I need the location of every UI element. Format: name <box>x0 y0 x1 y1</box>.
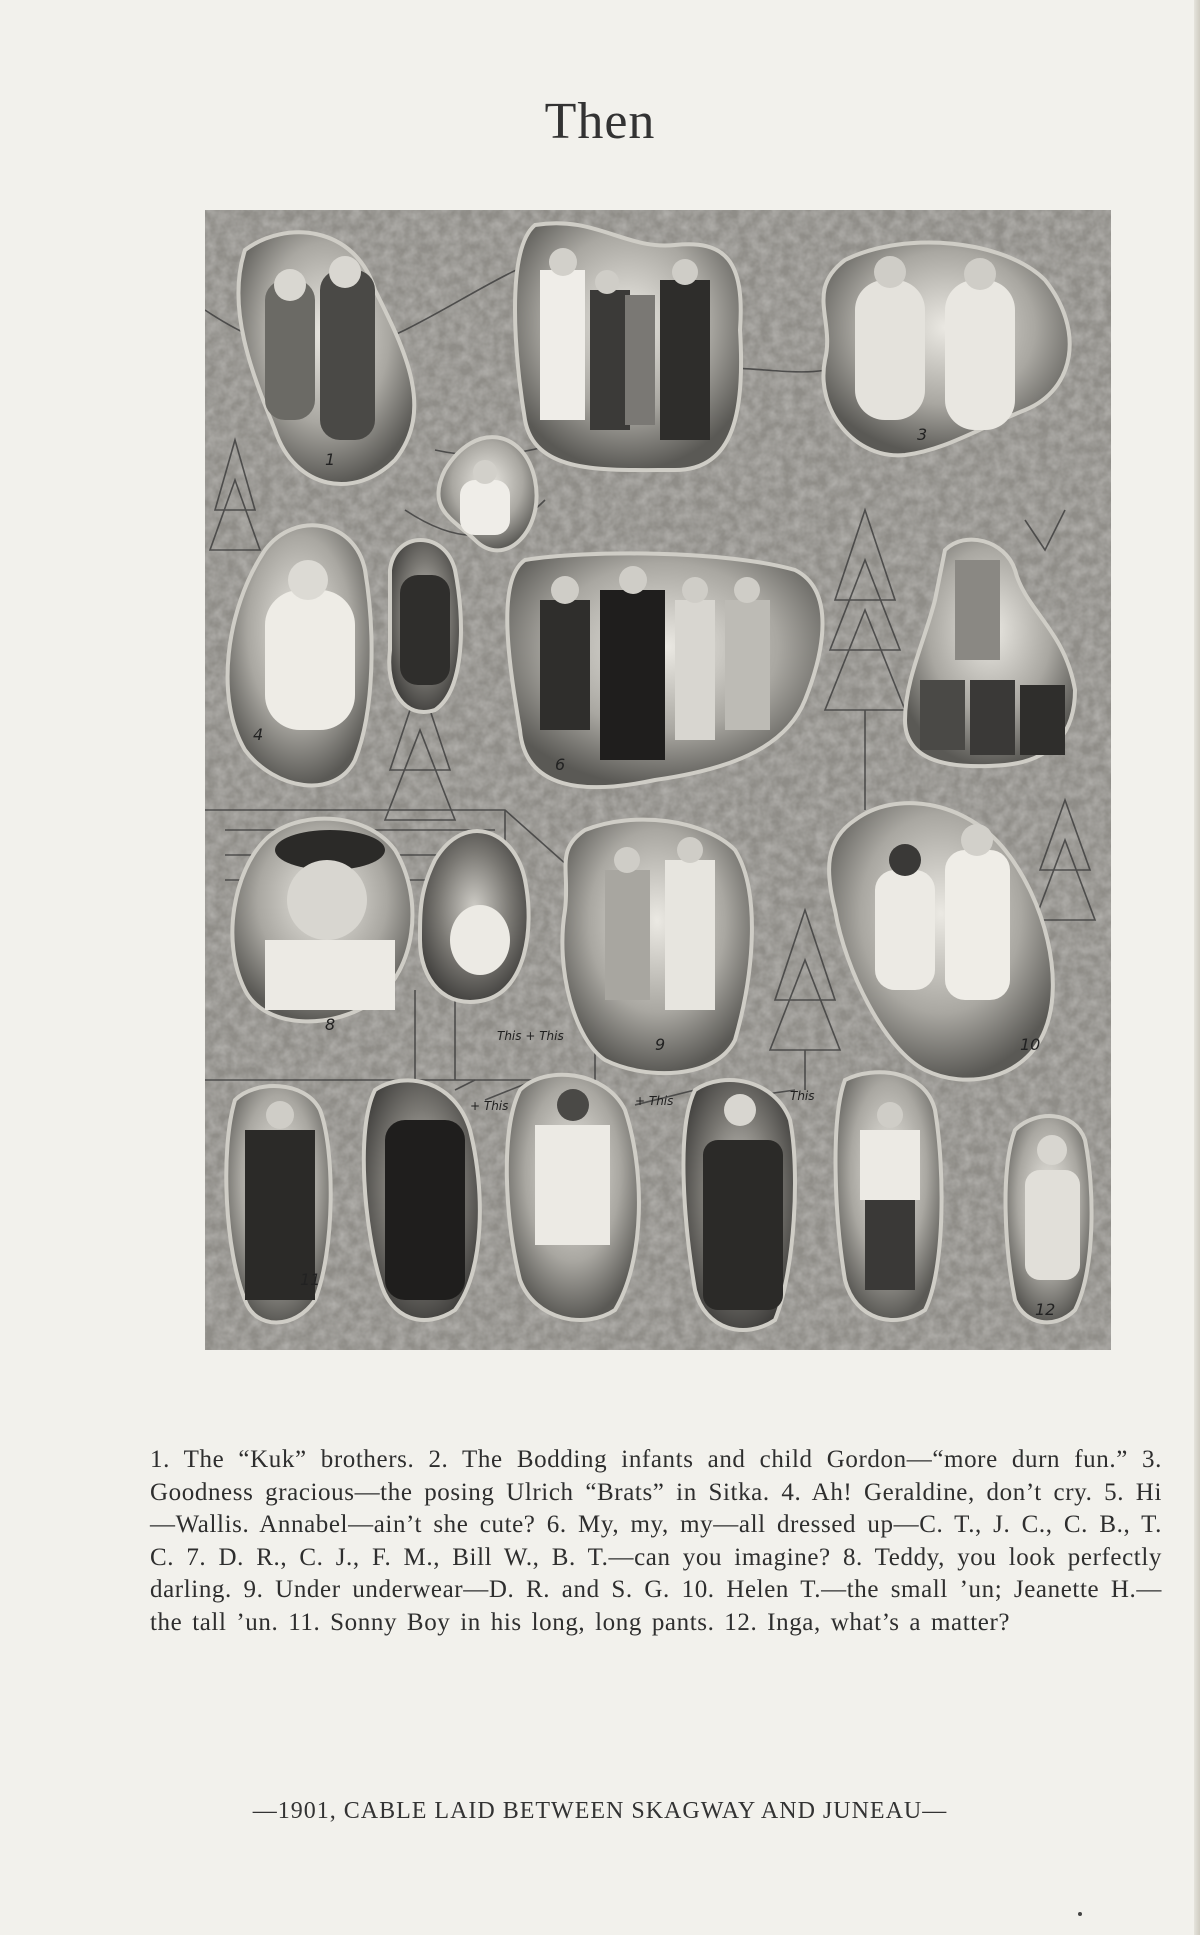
sketch-label: This + This <box>497 1029 564 1043</box>
photo-boy-standing <box>836 1072 942 1320</box>
photo-12 <box>1006 1116 1092 1322</box>
photo-number-label: 4 <box>253 725 264 744</box>
photo-number-label: 11 <box>300 1270 321 1289</box>
sketch-label: + This <box>635 1094 674 1108</box>
photo-dark-child <box>364 1080 480 1320</box>
photo-number-label: 6 <box>555 755 566 774</box>
page-edge <box>1194 0 1200 1935</box>
photo-number-label: 10 <box>1020 1035 1041 1054</box>
page-speck <box>1078 1912 1082 1916</box>
photo-caption: 1. The “Kuk” brothers. 2. The Bodding infants and child Gordon—“more durn fun.” 3. Goodness gracious—the posing Ulrich “Brats” in Sitka. 4. Ah! Geraldine, don’t cry. 5. Hi—Wallis. Annabel—ain’t she cute? 6. My, my, my—all dressed up—C. T., J. C., C. B., T. C. 7. D. R., C. J., F. M., Bill W., B. T.—can you imagine? 8. Teddy, you look perfectly darling. 9. Under underwear—D. R. and S. G. 10. Helen T.—the small ’un; Jeanette H.—the tall ’un. 11. Sonny Boy in his long, long pants. 12. Inga, what’s a matter? <box>150 1446 1162 1636</box>
photo-small-child <box>389 540 461 712</box>
sketch-label: + This <box>470 1099 509 1113</box>
photo-number-label: 8 <box>325 1015 336 1034</box>
page-title: Then <box>544 93 656 150</box>
photo-number-label: 12 <box>1035 1300 1056 1319</box>
photo-collage <box>205 210 1111 1350</box>
photo-girl-dress <box>507 1075 639 1320</box>
sketch-label: This <box>790 1089 815 1103</box>
footer-historical-note: —1901, CABLE LAID BETWEEN SKAGWAY AND JUNEAU— <box>252 1798 948 1824</box>
photo-baby <box>420 831 529 1002</box>
photo-number-label: 9 <box>655 1035 666 1054</box>
photo-8 <box>232 819 412 1022</box>
photo-number-label: 3 <box>917 425 928 444</box>
photo-5 <box>515 223 741 470</box>
photo-number-label: 1 <box>325 450 336 469</box>
photo-coat <box>683 1080 795 1330</box>
